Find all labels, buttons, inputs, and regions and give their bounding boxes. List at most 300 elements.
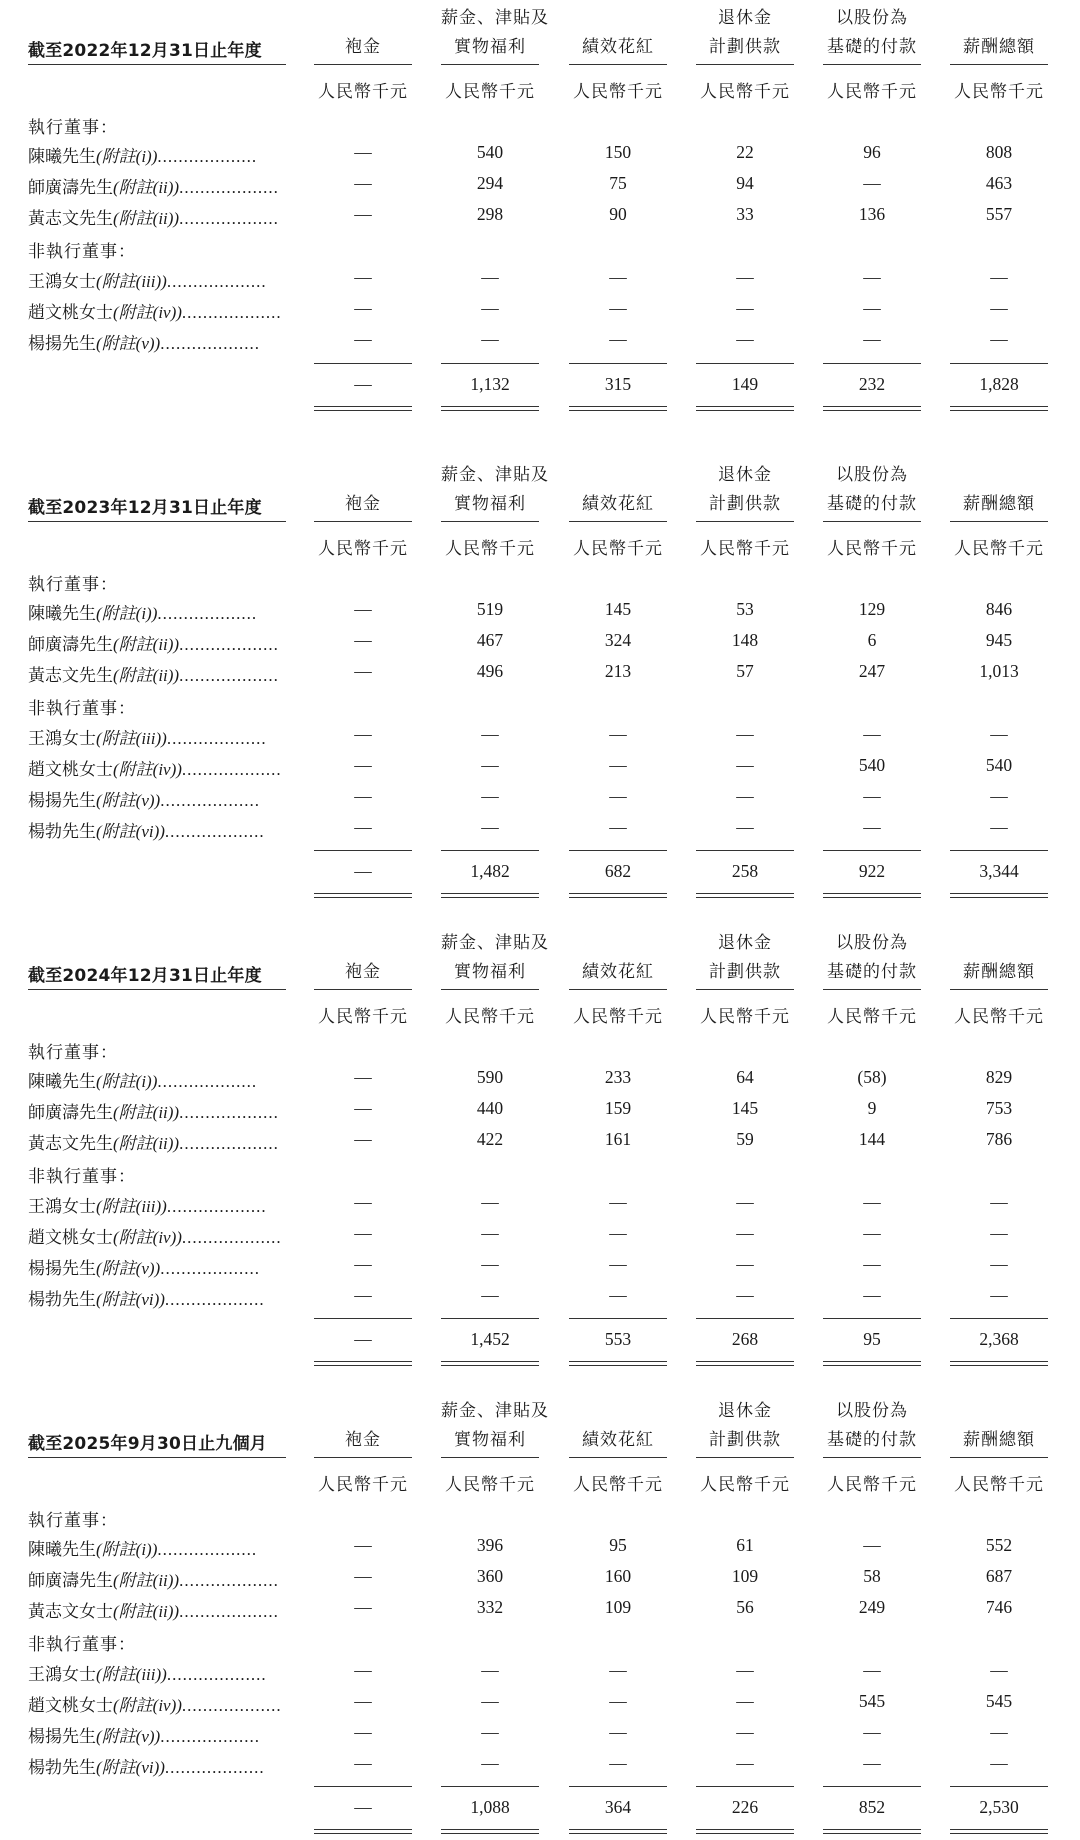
total-share-based: 95 — [863, 1329, 881, 1349]
cell-total: 540 — [985, 755, 1013, 775]
table-row — [28, 1564, 1058, 1594]
col-header-total: 薪酬總額 — [963, 37, 1035, 57]
col-header-bonus: 績效花紅 — [582, 1430, 654, 1450]
director-name: 黃志文先生 — [28, 666, 113, 686]
header-rule — [823, 521, 921, 522]
cell-fees: — — [354, 267, 372, 287]
cell-salaries: — — [481, 1722, 499, 1742]
subtotal-rule — [950, 1786, 1048, 1787]
table-row — [28, 1658, 1058, 1688]
cell-share-based: — — [863, 173, 881, 193]
note-ref: (附註(ii)) — [113, 1134, 180, 1153]
col-header-share-based: 基礎的付款 — [827, 1430, 917, 1450]
note-ref: (附註(i)) — [96, 1072, 158, 1091]
period-title: 截至2023年12月31日止年度 — [28, 498, 262, 518]
total-fees: — — [354, 374, 372, 394]
group-label-non-executive: 非執行董事： — [28, 699, 136, 719]
director-label: 師廣濤先生(附註(ii))................... — [28, 1571, 279, 1591]
col-header-share-based: 以股份為 — [836, 465, 908, 485]
col-header-share-based: 基礎的付款 — [827, 37, 917, 57]
cell-fees: — — [354, 724, 372, 744]
unit-label: 人民幣千元 — [573, 539, 663, 559]
col-header-bonus: 績效花紅 — [582, 37, 654, 57]
cell-bonus: 145 — [604, 599, 632, 619]
table-row — [28, 753, 1058, 783]
cell-share-based: 247 — [858, 661, 886, 681]
director-name: 楊勃先生 — [28, 1758, 96, 1778]
header-rule — [314, 64, 412, 65]
header-rule — [823, 1457, 921, 1458]
col-header-salaries: 實物福利 — [454, 962, 526, 982]
header-rule — [28, 64, 286, 65]
director-name: 陳曦先生 — [28, 147, 96, 167]
total-salaries: 1,452 — [470, 1329, 510, 1349]
cell-share-based: 545 — [858, 1691, 886, 1711]
note-ref: (附註(vi)) — [96, 822, 165, 841]
cell-salaries: 332 — [476, 1597, 504, 1617]
cell-pension: — — [736, 724, 754, 744]
cell-fees: — — [354, 661, 372, 681]
note-ref: (附註(vi)) — [96, 1290, 165, 1309]
cell-total: — — [990, 1285, 1008, 1305]
table-row — [28, 1533, 1058, 1563]
cell-pension: 109 — [731, 1566, 759, 1586]
table-row — [28, 1595, 1058, 1625]
note-ref: (附註(ii)) — [113, 1103, 180, 1122]
cell-fees: — — [354, 1285, 372, 1305]
table-row — [28, 722, 1058, 752]
cell-salaries: — — [481, 1753, 499, 1773]
note-ref: (附註(iii)) — [96, 1197, 167, 1216]
subtotal-rule — [950, 850, 1048, 851]
header-rule — [696, 989, 794, 990]
cell-fees: — — [354, 1597, 372, 1617]
cell-pension: — — [736, 817, 754, 837]
director-label: 師廣濤先生(附註(ii))................... — [28, 635, 279, 655]
double-rule — [696, 1361, 794, 1366]
col-header-share-based: 基礎的付款 — [827, 962, 917, 982]
total-bonus: 553 — [604, 1329, 632, 1349]
double-rule — [441, 1829, 539, 1834]
subtotal-rule — [441, 850, 539, 851]
cell-bonus: 161 — [604, 1129, 632, 1149]
double-rule — [696, 1829, 794, 1834]
unit-label: 人民幣千元 — [318, 539, 408, 559]
header-rule — [950, 1457, 1048, 1458]
unit-label: 人民幣千元 — [445, 1475, 535, 1495]
cell-share-based: — — [863, 1285, 881, 1305]
cell-share-based: 58 — [863, 1566, 881, 1586]
total-pension: 149 — [731, 374, 759, 394]
header-rule — [569, 1457, 667, 1458]
double-rule — [441, 1361, 539, 1366]
cell-pension: 33 — [736, 204, 754, 224]
table-row — [28, 1689, 1058, 1719]
subtotal-rule — [441, 1786, 539, 1787]
header-rule — [569, 64, 667, 65]
cell-total: — — [990, 724, 1008, 744]
director-label: 趙文桃女士(附註(iv))................... — [28, 1696, 282, 1716]
cell-salaries: — — [481, 267, 499, 287]
double-rule — [314, 1829, 412, 1834]
cell-bonus: 75 — [609, 173, 627, 193]
director-name: 師廣濤先生 — [28, 1571, 113, 1591]
cell-fees: — — [354, 1660, 372, 1680]
subtotal-rule — [569, 850, 667, 851]
unit-label: 人民幣千元 — [573, 1475, 663, 1495]
col-header-pension: 退休金 — [718, 1401, 772, 1421]
cell-bonus: — — [609, 1753, 627, 1773]
director-label: 黃志文先生(附註(ii))................... — [28, 209, 279, 229]
col-header-pension: 計劃供款 — [709, 37, 781, 57]
cell-salaries: 496 — [476, 661, 504, 681]
cell-pension: — — [736, 1254, 754, 1274]
total-row — [28, 372, 1058, 402]
col-header-total: 薪酬總額 — [963, 962, 1035, 982]
double-rule — [314, 1361, 412, 1366]
cell-bonus: — — [609, 1691, 627, 1711]
col-header-pension: 計劃供款 — [709, 1430, 781, 1450]
cell-share-based: — — [863, 298, 881, 318]
director-label: 黃志文女士(附註(ii))................... — [28, 1602, 279, 1622]
cell-share-based: 249 — [858, 1597, 886, 1617]
double-rule — [950, 406, 1048, 411]
director-name: 趙文桃女士 — [28, 303, 113, 323]
table-row — [28, 1190, 1058, 1220]
cell-fees: — — [354, 204, 372, 224]
double-rule — [823, 1361, 921, 1366]
cell-salaries: 440 — [476, 1098, 504, 1118]
cell-salaries: — — [481, 1285, 499, 1305]
double-rule — [696, 406, 794, 411]
cell-share-based: — — [863, 1192, 881, 1212]
unit-label: 人民幣千元 — [700, 82, 790, 102]
col-header-total: 薪酬總額 — [963, 1430, 1035, 1450]
total-total: 1,828 — [979, 374, 1019, 394]
director-label: 趙文桃女士(附註(iv))................... — [28, 303, 282, 323]
cell-pension: — — [736, 786, 754, 806]
director-label: 楊揚先生(附註(v))................... — [28, 791, 260, 811]
subtotal-rule — [314, 363, 412, 364]
table-row — [28, 140, 1058, 170]
cell-total: — — [990, 817, 1008, 837]
cell-share-based: — — [863, 1223, 881, 1243]
cell-bonus: — — [609, 1223, 627, 1243]
unit-label: 人民幣千元 — [573, 82, 663, 102]
col-header-share-based: 以股份為 — [836, 1401, 908, 1421]
header-rule — [314, 989, 412, 990]
cell-fees: — — [354, 1223, 372, 1243]
unit-label: 人民幣千元 — [954, 1007, 1044, 1027]
note-ref: (附註(iv)) — [113, 760, 182, 779]
subtotal-rule — [950, 1318, 1048, 1319]
director-name: 師廣濤先生 — [28, 178, 113, 198]
cell-fees: — — [354, 298, 372, 318]
note-ref: (附註(v)) — [96, 1259, 161, 1278]
unit-label: 人民幣千元 — [700, 539, 790, 559]
cell-salaries: 294 — [476, 173, 504, 193]
cell-total: 829 — [985, 1067, 1013, 1087]
cell-salaries: 422 — [476, 1129, 504, 1149]
cell-total: 753 — [985, 1098, 1013, 1118]
double-rule — [569, 1829, 667, 1834]
header-rule — [314, 521, 412, 522]
cell-salaries: — — [481, 329, 499, 349]
cell-bonus: 95 — [609, 1535, 627, 1555]
total-pension: 226 — [731, 1797, 759, 1817]
total-salaries: 1,132 — [470, 374, 510, 394]
table-row — [28, 815, 1058, 845]
cell-bonus: 150 — [604, 142, 632, 162]
director-label: 趙文桃女士(附註(iv))................... — [28, 760, 282, 780]
total-fees: — — [354, 1797, 372, 1817]
subtotal-rule — [696, 850, 794, 851]
col-header-salaries: 實物福利 — [454, 494, 526, 514]
col-header-share-based: 以股份為 — [836, 933, 908, 953]
cell-fees: — — [354, 1254, 372, 1274]
subtotal-rule — [441, 363, 539, 364]
total-total: 2,530 — [979, 1797, 1019, 1817]
cell-total: — — [990, 1223, 1008, 1243]
table-row — [28, 296, 1058, 326]
col-header-share-based: 以股份為 — [836, 8, 908, 28]
group-label-executive: 執行董事： — [28, 1511, 118, 1531]
cell-pension: — — [736, 267, 754, 287]
director-name: 楊勃先生 — [28, 1290, 96, 1310]
cell-pension: 53 — [736, 599, 754, 619]
cell-total: 557 — [985, 204, 1013, 224]
cell-bonus: — — [609, 1285, 627, 1305]
double-rule — [441, 406, 539, 411]
cell-salaries: — — [481, 724, 499, 744]
cell-bonus: 90 — [609, 204, 627, 224]
note-ref: (附註(vi)) — [96, 1758, 165, 1777]
cell-fees: — — [354, 599, 372, 619]
director-label: 楊勃先生(附註(vi))................... — [28, 1758, 265, 1778]
director-label: 黃志文先生(附註(ii))................... — [28, 666, 279, 686]
cell-salaries: — — [481, 1192, 499, 1212]
note-ref: (附註(ii)) — [113, 666, 180, 685]
table-row — [28, 628, 1058, 658]
cell-bonus: 159 — [604, 1098, 632, 1118]
col-header-salaries: 薪金、津貼及 — [441, 8, 549, 28]
cell-pension: — — [736, 1285, 754, 1305]
unit-label: 人民幣千元 — [954, 1475, 1044, 1495]
cell-total: — — [990, 1192, 1008, 1212]
table-row — [28, 1751, 1058, 1781]
cell-bonus: 160 — [604, 1566, 632, 1586]
note-ref: (附註(iii)) — [96, 272, 167, 291]
cell-share-based: — — [863, 1254, 881, 1274]
director-label: 陳曦先生(附註(i))................... — [28, 1072, 258, 1092]
cell-pension: — — [736, 1660, 754, 1680]
col-header-salaries: 薪金、津貼及 — [441, 1401, 549, 1421]
cell-bonus: — — [609, 755, 627, 775]
cell-bonus: — — [609, 298, 627, 318]
note-ref: (附註(v)) — [96, 791, 161, 810]
cell-salaries: — — [481, 817, 499, 837]
group-label-executive: 執行董事： — [28, 118, 118, 138]
header-rule — [696, 521, 794, 522]
header-rule — [950, 521, 1048, 522]
col-header-bonus: 績效花紅 — [582, 494, 654, 514]
cell-salaries: 590 — [476, 1067, 504, 1087]
cell-salaries: — — [481, 1254, 499, 1274]
cell-share-based: 540 — [858, 755, 886, 775]
double-rule — [950, 1829, 1048, 1834]
header-rule — [823, 64, 921, 65]
unit-label: 人民幣千元 — [445, 539, 535, 559]
cell-share-based: — — [863, 786, 881, 806]
col-header-fees: 袍金 — [345, 37, 381, 57]
subtotal-rule — [823, 1786, 921, 1787]
cell-total: 945 — [985, 630, 1013, 650]
cell-bonus: — — [609, 1660, 627, 1680]
cell-pension: — — [736, 298, 754, 318]
header-rule — [441, 989, 539, 990]
director-name: 陳曦先生 — [28, 1540, 96, 1560]
cell-fees: — — [354, 817, 372, 837]
group-label-non-executive: 非執行董事： — [28, 242, 136, 262]
group-label-executive: 執行董事： — [28, 1043, 118, 1063]
total-fees: — — [354, 861, 372, 881]
total-fees: — — [354, 1329, 372, 1349]
cell-pension: — — [736, 1192, 754, 1212]
director-name: 趙文桃女士 — [28, 1696, 113, 1716]
cell-pension: 94 — [736, 173, 754, 193]
cell-total: — — [990, 267, 1008, 287]
director-name: 楊揚先生 — [28, 334, 96, 354]
cell-share-based: — — [863, 817, 881, 837]
director-label: 黃志文先生(附註(ii))................... — [28, 1134, 279, 1154]
director-label: 趙文桃女士(附註(iv))................... — [28, 1228, 282, 1248]
col-header-pension: 計劃供款 — [709, 494, 781, 514]
col-header-salaries: 薪金、津貼及 — [441, 933, 549, 953]
cell-total: — — [990, 786, 1008, 806]
col-header-fees: 袍金 — [345, 1430, 381, 1450]
cell-share-based: 129 — [858, 599, 886, 619]
double-rule — [823, 406, 921, 411]
cell-total: — — [990, 1254, 1008, 1274]
cell-share-based: — — [863, 1722, 881, 1742]
cell-pension: 22 — [736, 142, 754, 162]
cell-salaries: — — [481, 1691, 499, 1711]
director-name: 陳曦先生 — [28, 604, 96, 624]
director-label: 陳曦先生(附註(i))................... — [28, 1540, 258, 1560]
total-share-based: 852 — [858, 1797, 886, 1817]
cell-share-based: 144 — [858, 1129, 886, 1149]
table-row — [28, 784, 1058, 814]
cell-salaries: 298 — [476, 204, 504, 224]
director-label: 師廣濤先生(附註(ii))................... — [28, 178, 279, 198]
cell-pension: 59 — [736, 1129, 754, 1149]
cell-pension: — — [736, 1753, 754, 1773]
period-title: 截至2024年12月31日止年度 — [28, 966, 262, 986]
header-rule — [28, 1457, 286, 1458]
director-name: 黃志文先生 — [28, 209, 113, 229]
cell-total: 552 — [985, 1535, 1013, 1555]
cell-fees: — — [354, 1566, 372, 1586]
total-pension: 268 — [731, 1329, 759, 1349]
cell-bonus: — — [609, 1192, 627, 1212]
table-row — [28, 597, 1058, 627]
director-name: 趙文桃女士 — [28, 1228, 113, 1248]
col-header-pension: 退休金 — [718, 465, 772, 485]
total-share-based: 232 — [858, 374, 886, 394]
cell-bonus: 213 — [604, 661, 632, 681]
header-rule — [569, 521, 667, 522]
cell-share-based: 9 — [867, 1098, 877, 1118]
cell-share-based: — — [863, 1660, 881, 1680]
subtotal-rule — [823, 1318, 921, 1319]
director-name: 陳曦先生 — [28, 1072, 96, 1092]
note-ref: (附註(ii)) — [113, 178, 180, 197]
header-rule — [569, 989, 667, 990]
cell-fees: — — [354, 755, 372, 775]
subtotal-rule — [314, 1318, 412, 1319]
header-rule — [441, 521, 539, 522]
director-name: 師廣濤先生 — [28, 635, 113, 655]
double-rule — [569, 406, 667, 411]
col-header-salaries: 薪金、津貼及 — [441, 465, 549, 485]
cell-salaries: 396 — [476, 1535, 504, 1555]
double-rule — [823, 893, 921, 898]
cell-share-based: 96 — [863, 142, 881, 162]
total-row — [28, 859, 1058, 889]
note-ref: (附註(ii)) — [113, 1571, 180, 1590]
total-salaries: 1,088 — [470, 1797, 510, 1817]
cell-salaries: — — [481, 755, 499, 775]
cell-pension: 64 — [736, 1067, 754, 1087]
director-label: 陳曦先生(附註(i))................... — [28, 147, 258, 167]
header-rule — [28, 989, 286, 990]
subtotal-rule — [569, 1786, 667, 1787]
unit-label: 人民幣千元 — [445, 1007, 535, 1027]
double-rule — [314, 893, 412, 898]
cell-pension: — — [736, 1722, 754, 1742]
table-row — [28, 1127, 1058, 1157]
cell-total: 746 — [985, 1597, 1013, 1617]
header-rule — [950, 989, 1048, 990]
table-row — [28, 265, 1058, 295]
subtotal-rule — [569, 363, 667, 364]
cell-total: — — [990, 1722, 1008, 1742]
cell-salaries: 467 — [476, 630, 504, 650]
col-header-total: 薪酬總額 — [963, 494, 1035, 514]
group-label-non-executive: 非執行董事： — [28, 1167, 136, 1187]
double-rule — [569, 1361, 667, 1366]
director-label: 王鴻女士(附註(iii))................... — [28, 1665, 267, 1685]
total-row — [28, 1327, 1058, 1357]
cell-share-based: — — [863, 1753, 881, 1773]
director-name: 黃志文女士 — [28, 1602, 113, 1622]
cell-salaries: — — [481, 298, 499, 318]
total-bonus: 682 — [604, 861, 632, 881]
cell-salaries: 360 — [476, 1566, 504, 1586]
note-ref: (附註(iii)) — [96, 729, 167, 748]
group-label-executive: 執行董事： — [28, 575, 118, 595]
cell-salaries: — — [481, 786, 499, 806]
cell-total: 687 — [985, 1566, 1013, 1586]
col-header-share-based: 基礎的付款 — [827, 494, 917, 514]
cell-pension: 57 — [736, 661, 754, 681]
double-rule — [950, 893, 1048, 898]
director-name: 楊勃先生 — [28, 822, 96, 842]
unit-label: 人民幣千元 — [573, 1007, 663, 1027]
unit-label: 人民幣千元 — [827, 1475, 917, 1495]
double-rule — [950, 1361, 1048, 1366]
cell-total: 463 — [985, 173, 1013, 193]
